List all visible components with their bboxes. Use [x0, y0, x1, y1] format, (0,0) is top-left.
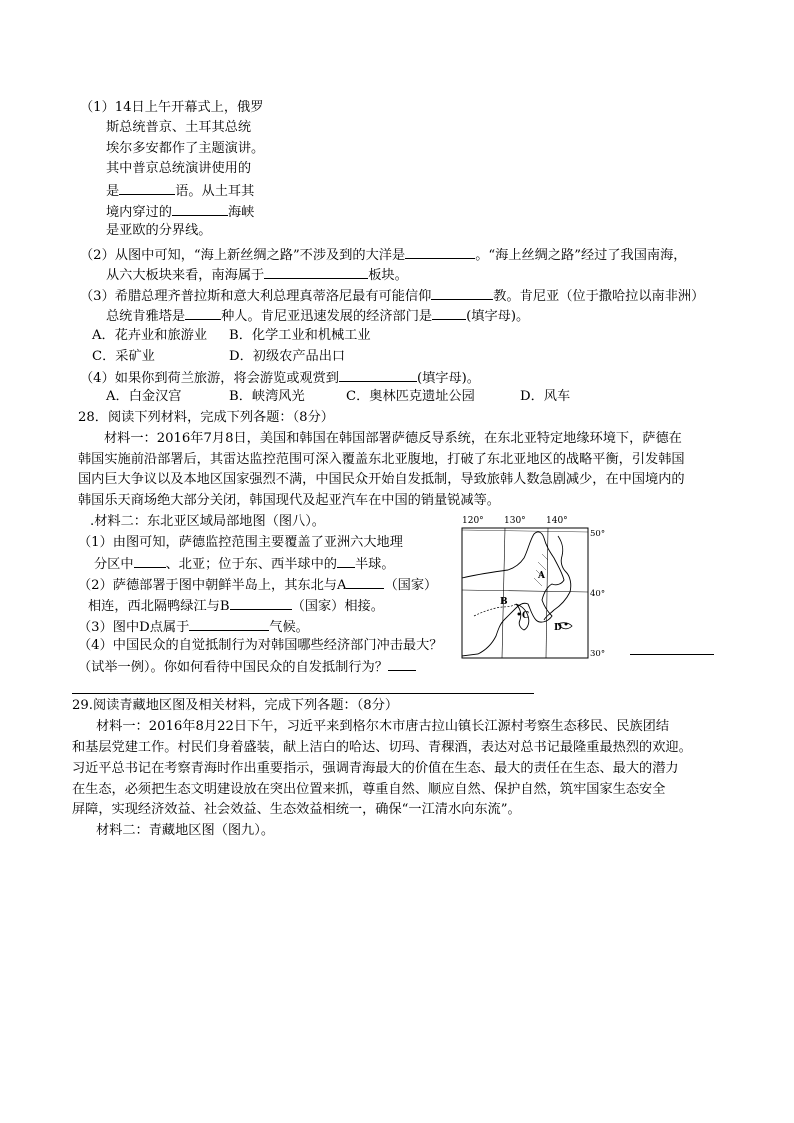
q27-p1-line2: 斯总统普京、土耳其总统 — [106, 120, 252, 135]
q28-p1-line2: 分区中 、北亚；位于东、西半球中的 半球。 — [94, 553, 395, 575]
q28-p4-line2: （试举一例）。你如何看待中国民众的自发抵制行为？ — [78, 656, 416, 678]
lon-label: 140° — [546, 516, 568, 526]
q27-p3-option-d: D．初级农产品出口 — [229, 349, 346, 364]
map-label-a: A — [538, 571, 545, 581]
answer-blank[interactable] — [431, 285, 493, 300]
lat-label: 50° — [590, 529, 606, 539]
q27-p3-option-b: B．化学工业和机械工业 — [229, 328, 371, 343]
map-parallel — [462, 530, 588, 532]
q27-p1-line6: 境内穿过的 海峡 — [106, 201, 254, 223]
answer-blank[interactable] — [264, 264, 368, 279]
lon-label: 130° — [504, 516, 526, 526]
q27-p4-option-c: C．奥林匹克遗址公园 — [346, 389, 475, 404]
q28-p2-line1: （2）萨德部署于图中朝鲜半岛上，其东北与A （国家） — [78, 574, 437, 596]
q27-p2-line1: （2）从图中可知，“海上新丝绸之路”不涉及到的大洋是 。“海上丝绸之路”经过了我国南海， — [80, 244, 686, 266]
q27-p1-line3: 埃尔多安都作了主题演讲。 — [106, 141, 265, 156]
q29-title: 29.阅读青藏地区图及相关材料，完成下列各题：（8分） — [72, 698, 399, 713]
answer-blank[interactable] — [337, 553, 355, 568]
section-divider — [72, 693, 534, 694]
q27-p1-line7: 是亚欧的分界线。 — [106, 223, 212, 238]
answer-blank[interactable] — [346, 574, 384, 589]
map-label-b: B — [500, 597, 508, 607]
map-meridian — [502, 528, 505, 658]
answer-blank[interactable] — [630, 640, 714, 655]
q28-material1-line4: 韩国乐天商场绝大部分关闭，韩国现代及起亚汽车在中国的销量锐减等。 — [78, 493, 500, 508]
q28-p3: （3）图中D点属于 气候。 — [78, 616, 309, 638]
answer-blank[interactable] — [185, 305, 221, 320]
map-sea-hatching — [534, 554, 548, 586]
q28-p1-line1: （1）由图可知，萨德监控范围主要覆盖了亚洲六大地理 — [78, 535, 403, 550]
q27-p3-line2: 总统肯雅塔是 种人。肯尼亚迅速发展的经济部门是 (填字母)。 — [106, 305, 529, 327]
answer-blank[interactable] — [189, 616, 269, 631]
lon-label: 120° — [462, 516, 484, 526]
q29-material1-line2: 和基层党建工作。村民们身着盛装，献上洁白的哈达、切玛、青稞酒，表达对总书记最隆重最热烈的欢迎。 — [72, 740, 692, 755]
q27-p1-line5: 是 语。从土耳其 — [106, 180, 254, 202]
q27-p4-line1: （4）如果你到荷兰旅游，将会游览或观赏到 (填字母)。 — [80, 367, 480, 389]
q27-p3-line1: （3）希腊总理齐普拉斯和意大利总理真蒂洛尼最有可能信仰 教。肯尼亚（位于撒哈拉以南非洲） — [80, 285, 704, 307]
q27-p1-line4: 其中普京总统演讲使用的 — [106, 161, 252, 176]
q27-p3-option-c: C．采矿业 — [92, 349, 155, 364]
answer-blank[interactable] — [172, 201, 228, 216]
answer-blank[interactable] — [119, 180, 175, 195]
map-point-b — [518, 613, 521, 616]
q27-p1-line1: （1）14日上午开幕式上，俄罗 — [80, 100, 264, 115]
answer-blank[interactable] — [405, 244, 475, 259]
answer-blank[interactable] — [230, 595, 292, 610]
q29-material1-line3: 习近平总书记在考察青海时作出重要指示，强调青海最大的价值在生态、最大的责任在生态、最大的潜力 — [72, 761, 679, 776]
q27-p4-option-d: D．风车 — [520, 389, 571, 404]
map-point-d — [565, 623, 568, 626]
q29-material2: 材料二：青藏地区图（图九）。 — [96, 823, 275, 838]
q29-material1-line5: 屏障，实现经济效益、社会效益、生态效益相统一，确保“一江清水向东流”。 — [72, 802, 521, 817]
q27-p3-option-a: A．花卉业和旅游业 — [92, 328, 208, 343]
map-label-c: C — [522, 611, 530, 621]
map-label-d: D — [554, 623, 562, 633]
q28-material1-line3: 国内巨大争议以及本地区国家强烈不满，中国民众开始自发抵制，导致旅韩人数急剧减少，在中国境内的 — [78, 472, 685, 487]
q28-material1-line2: 韩国实施前沿部署后，其雷达监控范围可深入覆盖东北亚腹地，打破了东北亚地区的战略平衡，引发韩国 — [78, 452, 685, 467]
q28-p2-line2: 相连，西北隔鸭绿江与B （国家）相接。 — [88, 595, 384, 617]
q27-p4-option-a: A．白金汉宫 — [106, 389, 182, 404]
q28-title: 28．阅读下列材料，完成下列各题：（8分） — [78, 410, 334, 425]
q28-p4-line1: （4）中国民众的自觉抵制行为对韩国哪些经济部门冲击最大？ — [78, 638, 443, 653]
q28-material2: .材料二：东北亚区域局部地图（图八）。 — [90, 514, 325, 529]
map-parallel — [462, 590, 588, 592]
map-coastline — [462, 532, 564, 656]
northeast-asia-map — [458, 512, 606, 660]
answer-blank[interactable] — [339, 367, 417, 382]
answer-blank[interactable] — [432, 305, 466, 320]
q29-material1-line4: 在生态，必须把生态文明建设放在突出位置来抓，尊重自然、顺应自然、保护自然，筑牢国家生态安全 — [72, 782, 666, 797]
lat-label: 30° — [590, 649, 606, 659]
q27-p4-option-b: B．峡湾风光 — [229, 389, 305, 404]
q27-p2-line2: 从六大板块来看，南海属于 板块。 — [106, 264, 408, 286]
q29-material1-line1: 材料一：2016年8月22日下午，习近平来到格尔木市唐古拉山镇长江源村考察生态移民、民族团结 — [96, 719, 670, 734]
q28-material1-line1: 材料一：2016年7月8日，美国和韩国在韩国部署萨德反导系统，在东北亚特定地缘环境下，萨德在 — [104, 431, 682, 446]
answer-blank[interactable] — [388, 656, 416, 671]
lat-label: 40° — [590, 589, 606, 599]
answer-blank[interactable] — [134, 553, 166, 568]
